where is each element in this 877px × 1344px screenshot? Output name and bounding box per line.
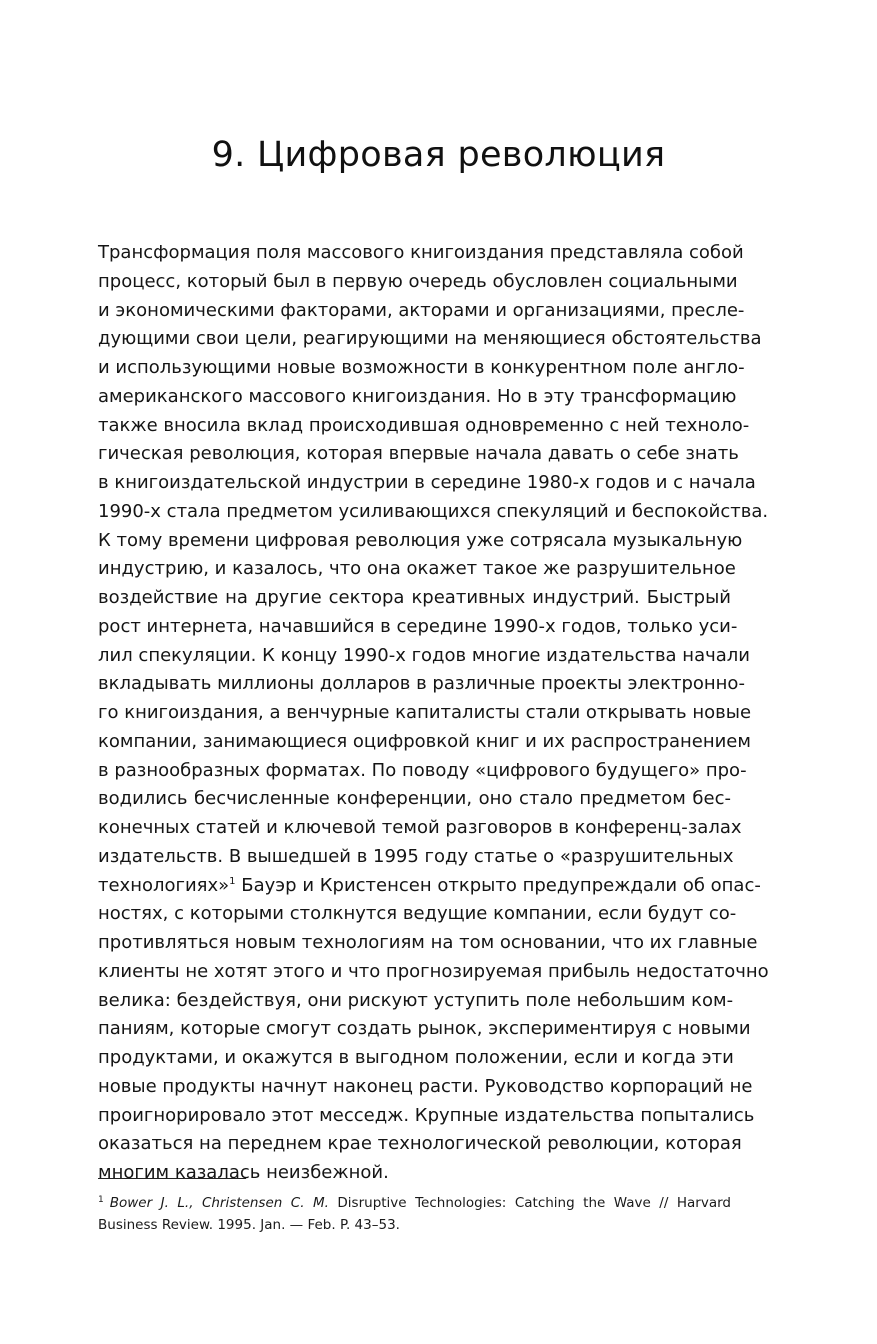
paragraph-line: оказаться на переднем крае технологической революции, которая	[98, 1133, 742, 1155]
paragraph-line: вкладывать миллионы долларов в различные проекты электронно-	[98, 673, 745, 695]
paragraph-line: многим казалась неизбежной.	[98, 1162, 389, 1183]
paragraph-line: процесс, который был в первую очередь обусловлен социальными	[98, 270, 738, 292]
paragraph-line: лил спекуляции. К концу 1990-х годов многие издательства начали	[98, 644, 750, 666]
paragraph-line: паниям, которые смогут создать рынок, экспериментируя с новыми	[98, 1018, 751, 1040]
paragraph-line: К тому времени цифровая революция уже сотрясала музыкальную	[98, 529, 743, 551]
paragraph-line: компании, занимающиеся оцифровкой книг и их распространением	[98, 730, 751, 752]
paragraph-line: клиенты не хотят этого и что прогнозируемая прибыль недостаточно	[98, 960, 769, 982]
paragraph-line: проигнорировало этот месседж. Крупные издательства попытались	[98, 1104, 755, 1126]
paragraph-line: конечных статей и ключевой темой разговоров в конференц-залах	[98, 817, 742, 838]
paragraph-line: гическая революция, которая впервые начала давать о себе знать	[98, 443, 739, 465]
paragraph-line: в книгоиздательской индустрии в середине 1980-х годов и с начала	[98, 472, 756, 493]
paragraph-line: воздействие на другие сектора креативных индустрий. Быстрый	[98, 587, 731, 608]
paragraph-line: Трансформация поля массового книгоиздания представляла собой	[98, 242, 744, 263]
paragraph-line: в разнообразных форматах. По поводу «цифрового будущего» про-	[98, 759, 747, 781]
paragraph-line: технологиях»$^1$ Бауэр и Кристенсен открыто предупреждали об опас-	[98, 874, 761, 896]
paragraph-line: ностях, с которыми столкнутся ведущие компании, если будут со-	[98, 903, 737, 925]
footnote-divider	[98, 1178, 246, 1179]
paragraph-line: дующими свои цели, реагирующими на меняющиеся обстоятельства	[98, 328, 762, 350]
paragraph-line: новые продукты начнут наконец расти. Руководство корпораций не	[98, 1075, 753, 1097]
footnote-reference[interactable]: 1	[229, 875, 236, 887]
footnote	[98, 1192, 731, 1236]
paragraph-line: 1990-х стала предметом усиливающихся спекуляций и беспокойства.	[98, 500, 769, 522]
chapter-title: 9. Цифровая революция	[211, 135, 666, 176]
footnote-authors: Bower J. L., Christensen C. M.	[109, 1195, 329, 1211]
paragraph-line: го книгоиздания, а венчурные капиталисты стали открывать новые	[98, 702, 752, 723]
paragraph-line: противляться новым технологиям на том основании, что их главные	[98, 932, 758, 953]
paragraph-line: и использующими новые возможности в конкурентном поле англо-	[98, 357, 745, 378]
paragraph-line: издательств. В вышедшей в 1995 году статье о «разрушительных	[98, 845, 734, 867]
paragraph-line: велика: бездействуя, они рискуют уступить поле небольшим ком-	[98, 989, 734, 1011]
footnote-line: Business Review. 1995. Jan. — Feb. P. 43–53.	[98, 1217, 400, 1233]
paragraph-line: водились бесчисленные конференции, оно стало предметом бес-	[98, 788, 731, 810]
paragraph-line: также вносила вклад происходившая одновременно с ней техноло-	[98, 414, 750, 436]
footnote-line: $^1$ Bower J. L., Christensen C. M. Disruptive Technologies: Catching the Wave // Harvard	[98, 1194, 731, 1211]
paragraph-line: индустрию, и казалось, что она окажет такое же разрушительное	[98, 558, 736, 580]
paragraph-line: рост интернета, начавшийся в середине 1990-х годов, только уси-	[98, 615, 738, 637]
chapter-body	[98, 239, 769, 1188]
paragraph-line: американского массового книгоиздания. Но в эту трансформацию	[98, 385, 737, 407]
footnote-number: 1	[98, 1194, 104, 1205]
paragraph-line: продуктами, и окажутся в выгодном положении, если и когда эти	[98, 1047, 734, 1068]
paragraph-line: и экономическими факторами, акторами и организациями, пресле-	[98, 299, 745, 321]
